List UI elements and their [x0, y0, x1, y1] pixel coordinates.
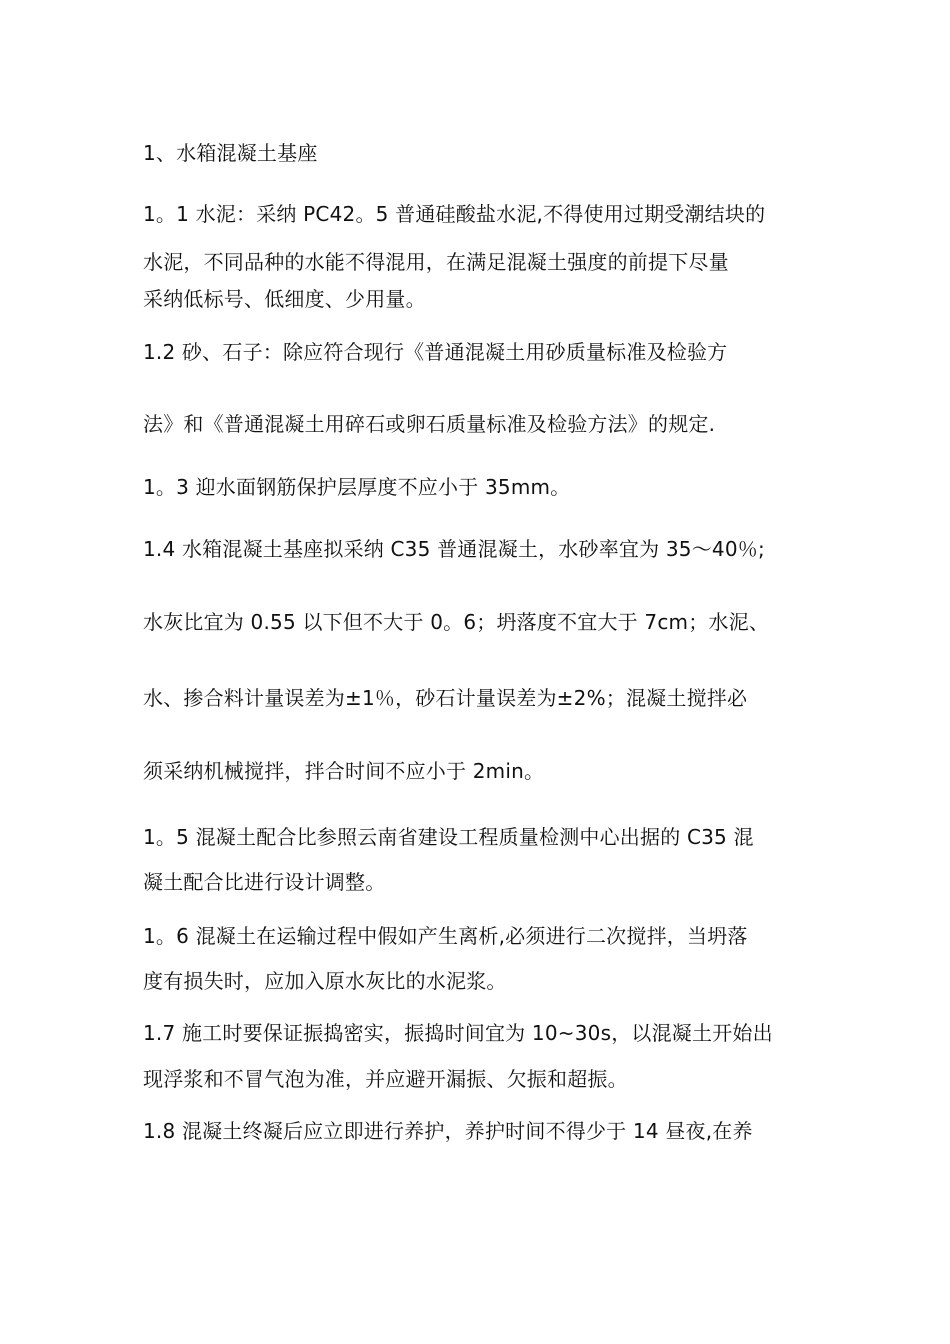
- text-line: 1。5 混凝土配合比参照云南省建设工程质量检测中心出据的 C35 混: [143, 825, 754, 849]
- text-line: 法》和《普通混凝土用碎石或卵石质量标准及检验方法》的规定.: [143, 412, 716, 436]
- text-line: 须采纳机械搅拌，拌合时间不应小于 2min。: [143, 759, 545, 783]
- text-line: 1.2 砂、石子：除应符合现行《普通混凝土用砂质量标准及检验方: [143, 340, 728, 364]
- text-line: 采纳低标号、低细度、少用量。: [143, 287, 426, 311]
- text-line: 1.8 混凝土终凝后应立即进行养护，养护时间不得少于 14 昼夜,在养: [143, 1119, 753, 1143]
- text-line: 水、掺合料计量误差为±1％，砂石计量误差为±2%；混凝土搅拌必: [143, 686, 748, 710]
- text-line: 水泥，不同品种的水能不得混用，在满足混凝土强度的前提下尽量: [143, 250, 729, 274]
- text-line: 凝土配合比进行设计调整。: [143, 870, 386, 894]
- text-line: 度有损失时，应加入原水灰比的水泥浆。: [143, 969, 507, 993]
- text-line: 1。6 混凝土在运输过程中假如产生离析,必须进行二次搅拌，当坍落: [143, 924, 748, 948]
- text-line: 1。3 迎水面钢筋保护层厚度不应小于 35mm。: [143, 475, 571, 499]
- text-line: 1.4 水箱混凝土基座拟采纳 C35 普通混凝土，水砂率宜为 35～40％;: [143, 537, 765, 561]
- section-heading: 1、水箱混凝土基座: [143, 141, 318, 165]
- text-line: 水灰比宜为 0.55 以下但不大于 0。6；坍落度不宜大于 7cm；水泥、: [143, 610, 770, 634]
- text-line: 1。1 水泥：采纳 PC42。5 普通硅酸盐水泥,不得使用过期受潮结块的: [143, 202, 766, 226]
- text-line: 1.7 施工时要保证振捣密实，振捣时间宜为 10~30s，以混凝土开始出: [143, 1021, 773, 1045]
- text-line: 现浮浆和不冒气泡为准，并应避开漏振、欠振和超振。: [143, 1067, 628, 1091]
